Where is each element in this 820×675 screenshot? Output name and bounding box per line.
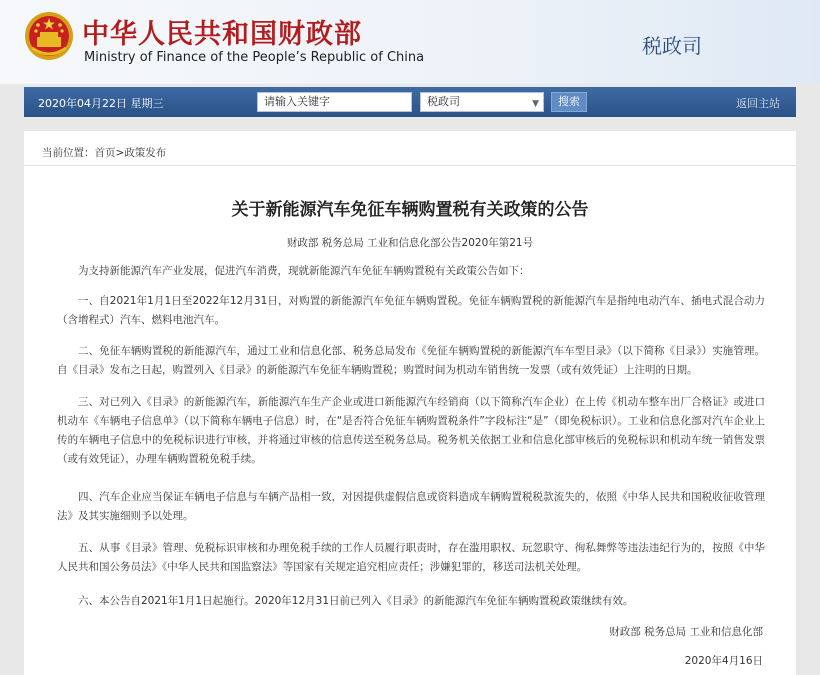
paragraph-4: 四、汽车企业应当保证车辆电子信息与车辆产品相一致，对因提供虚假信息或资料造成车辆购置税税款流失的，依照《中华人民共和国税收征收管理法》及其实施细则予以处理。 — [57, 491, 765, 522]
return-home-link[interactable]: 返回主站 — [736, 97, 780, 110]
breadcrumb — [42, 145, 166, 160]
main-content — [24, 131, 796, 675]
chevron-down-icon: ▼ — [532, 99, 539, 109]
search-button[interactable]: 搜索 — [551, 92, 587, 112]
search-scope-value: 税政司 — [427, 95, 460, 108]
paragraph-3: 三、对已列入《目录》的新能源汽车，新能源汽车生产企业或进口新能源汽车经销商（以下简称汽车企业）在上传《机动车整车出厂合格证》或进口机动车《车辆电子信息单》（以下简称车辆电子信息）时，在“是否符合免征车辆购置税条件”字段标注“是”（即免税标识）。工业和信息化部对汽车企业上传的车辆电子信息中的免税标识进行审核，并将通过审核的信息传送至税务总局。税务机关依据工业和信息化部审核后的免税标识和机动车统一销售发票（或有效凭证），办理车辆购置税免税手续。 — [57, 396, 765, 465]
department-name: 税政司 — [642, 34, 702, 58]
search-scope-select[interactable] — [420, 92, 544, 112]
paragraph-2: 二、免征车辆购置税的新能源汽车，通过工业和信息化部、税务总局发布《免征车辆购置税的新能源汽车车型目录》（以下简称《目录》）实施管理。自《目录》发布之日起，购置列入《目录》的新能源汽车免征车辆购置税；购置时间为机动车销售统一发票（或有效凭证）上注明的日期。 — [57, 345, 765, 376]
paragraph-1: 一、自2021年1月1日至2022年12月31日，对购置的新能源汽车免征车辆购置税。免征车辆购置税的新能源汽车是指纯电动汽车、插电式混合动力（含增程式）汽车、燃料电池汽车。 — [57, 295, 765, 326]
document-number: 财政部 税务总局 工业和信息化部公告2020年第21号 — [286, 237, 534, 249]
current-date: 2020年04月22日 星期三 — [38, 97, 164, 110]
site-header — [0, 0, 820, 84]
site-title-en: Ministry of Finance of the People’s Republic of China — [84, 50, 425, 65]
search-input[interactable]: 请输入关键字 — [257, 92, 412, 112]
paragraph-intro: 为支持新能源汽车产业发展，促进汽车消费，现就新能源汽车免征车辆购置税有关政策公告如下： — [78, 265, 530, 277]
site-title-cn: 中华人民共和国财政部 — [82, 19, 362, 50]
paragraph-6: 六、本公告自2021年1月1日起施行。2020年12月31日前已列入《目录》的新能源汽车免征车辆购置税政策继续有效。 — [78, 595, 634, 607]
breadcrumb-section-link[interactable]: 政策发布 — [124, 147, 167, 159]
breadcrumb-home-link[interactable]: 首页 — [94, 147, 116, 159]
breadcrumb-prefix: 当前位置： — [42, 147, 95, 159]
article-title: 关于新能源汽车免征车辆购置税有关政策的公告 — [231, 200, 589, 220]
nav-bar — [24, 87, 796, 117]
signatory: 财政部 税务总局 工业和信息化部 — [609, 626, 763, 638]
national-emblem-icon — [24, 10, 74, 62]
breadcrumb-separator: > — [115, 147, 125, 159]
divider — [24, 165, 796, 166]
publish-date: 2020年4月16日 — [684, 655, 763, 667]
paragraph-5: 五、从事《目录》管理、免税标识审核和办理免税手续的工作人员履行职责时，存在滥用职权、玩忽职守、徇私舞弊等违法违纪行为的，按照《中华人民共和国公务员法》《中华人民共和国监察法》等国家有关规定追究相应责任；涉嫌犯罪的，移送司法机关处理。 — [57, 542, 765, 573]
